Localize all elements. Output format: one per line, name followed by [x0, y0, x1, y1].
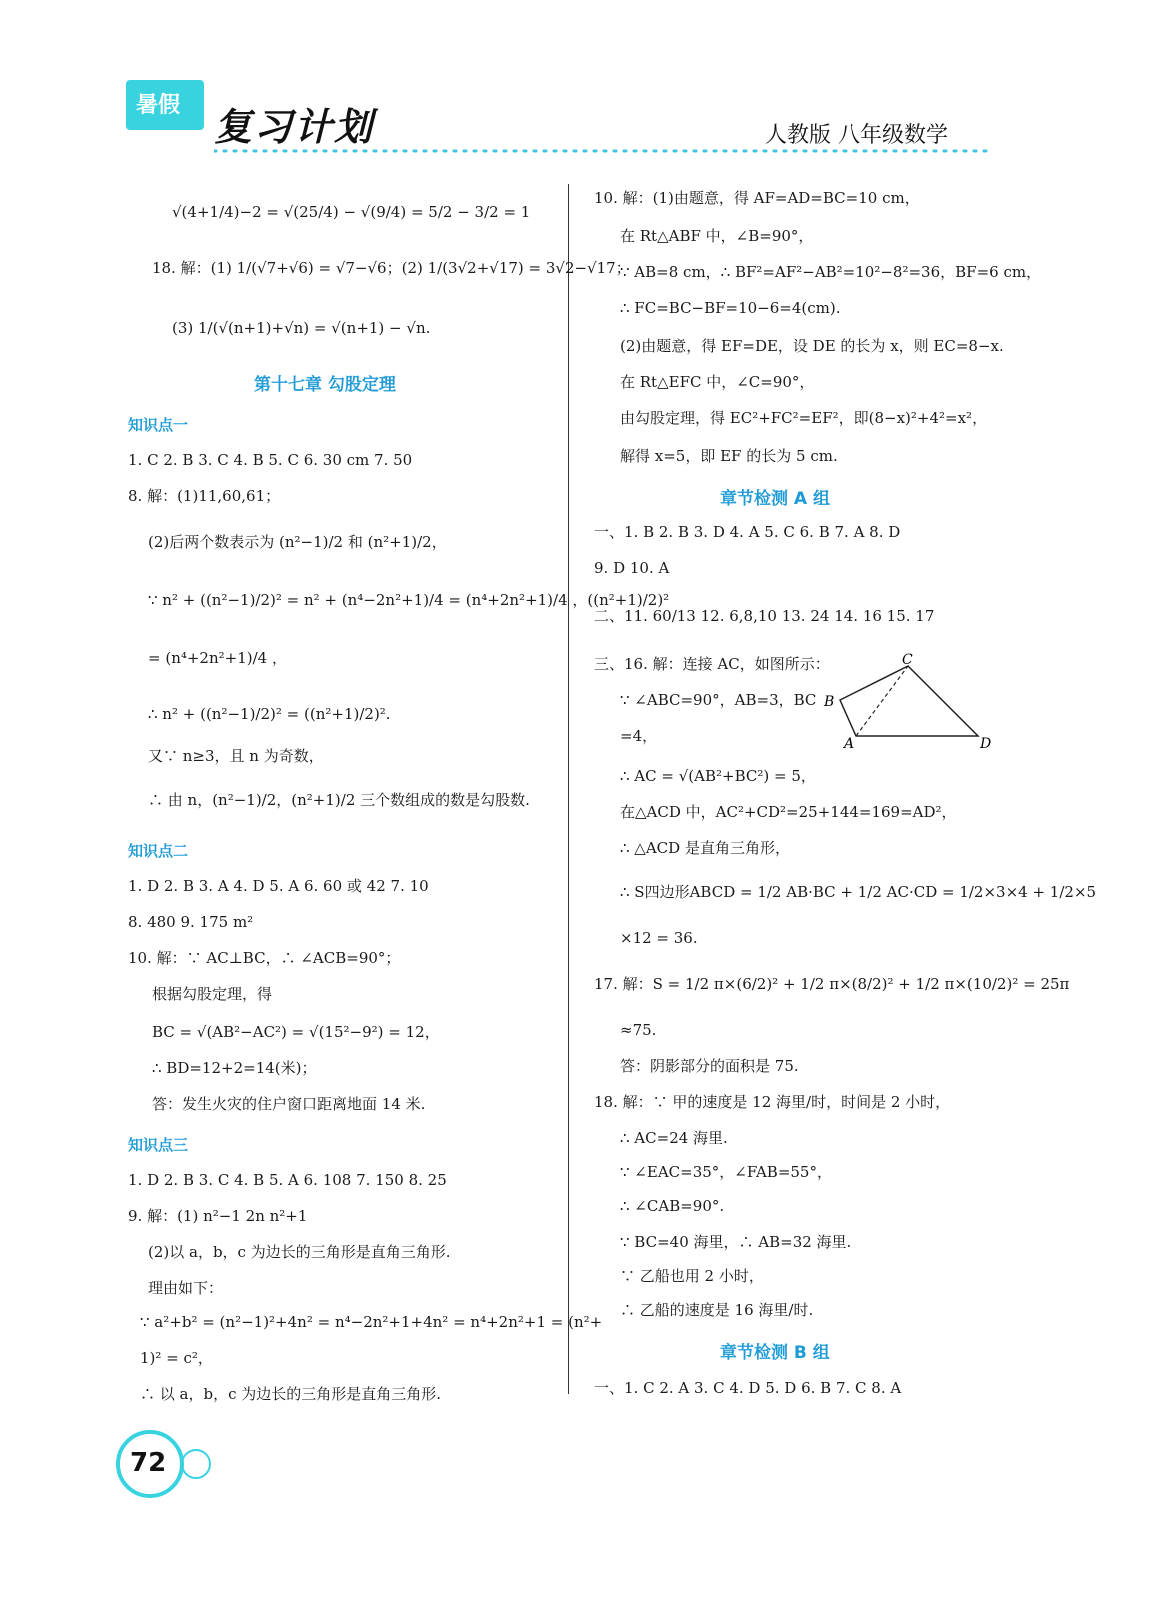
- answer-line: ∴ 由 n，(n²−1)/2，(n²+1)/2 三个数组成的数是勾股数.: [148, 791, 530, 809]
- knowledge-point-heading: 知识点二: [128, 842, 189, 860]
- answer-line: 9. D 10. A: [594, 559, 670, 577]
- chapter-heading: 第十七章 勾股定理: [254, 375, 396, 395]
- answer-line: ∴ 以 a，b，c 为边长的三角形是直角三角形.: [140, 1385, 442, 1403]
- section-heading: 章节检测 A 组: [720, 489, 830, 509]
- answer-line: ∴ n² + ((n²−1)/2)² = ((n²+1)/2)².: [148, 705, 391, 723]
- answer-line: 8. 解：(1)11,60,61；: [128, 487, 281, 505]
- answer-line: (2)以 a，b，c 为边长的三角形是直角三角形.: [148, 1243, 451, 1261]
- answer-line: 在 Rt△EFC 中，∠C=90°，: [620, 373, 815, 391]
- answer-line: ∵ ∠ABC=90°，AB=3，BC: [620, 691, 817, 709]
- answer-line: 二、11. 60/13 12. 6,8,10 13. 24 14. 16 15. 17: [594, 607, 935, 625]
- answer-line: (2)由题意，得 EF=DE，设 DE 的长为 x，则 EC=8−x.: [620, 337, 1004, 355]
- answer-line: 答：阴影部分的面积是 75.: [620, 1057, 799, 1075]
- answer-line: 1. D 2. B 3. C 4. B 5. A 6. 108 7. 150 8. 25: [128, 1171, 447, 1189]
- knowledge-point-heading: 知识点一: [128, 416, 189, 434]
- answer-line: √(4+1/4)−2 = √(25/4) − √(9/4) = 5/2 − 3/2 = 1: [172, 203, 531, 221]
- quadrilateral-figure: [820, 652, 1000, 752]
- vertex-label-d: D: [980, 736, 992, 752]
- answer-line: 17. 解：S = 1/2 π×(6/2)² + 1/2 π×(8/2)² + 1/2 π×(10/2)² = 25π: [594, 975, 1070, 993]
- answer-line: ∴ S四边形ABCD = 1/2 AB·BC + 1/2 AC·CD = 1/2×3×4 + 1/2×5: [620, 883, 1097, 901]
- answer-line: 答：发生火灾的住户窗口距离地面 14 米.: [152, 1095, 426, 1113]
- answer-line: 9. 解：(1) n²−1 2n n²+1: [128, 1207, 308, 1225]
- answer-line: ∵ AB=8 cm，∴ BF²=AF²−AB²=10²−8²=36，BF=6 cm，: [620, 263, 1042, 281]
- answer-line: 10. 解：(1)由题意，得 AF=AD=BC=10 cm，: [594, 189, 920, 207]
- answer-line: ∴ AC=24 海里.: [620, 1129, 728, 1147]
- answer-line: ∵ BC=40 海里，∴ AB=32 海里.: [620, 1233, 852, 1251]
- answer-line: 1. D 2. B 3. A 4. D 5. A 6. 60 或 42 7. 10: [128, 877, 429, 895]
- badge-label: 暑假: [136, 93, 181, 118]
- answer-line: ∵ a²+b² = (n²−1)²+4n² = n⁴−2n²+1+4n² = n⁴+2n²+1 = (n²+: [140, 1313, 603, 1331]
- column-divider: [568, 184, 569, 1394]
- answer-line: 18. 解：(1) 1/(√7+√6) = √7−√6；(2) 1/(3√2+√17) = 3√2−√17；: [152, 259, 631, 277]
- answer-line: ∴ ∠CAB=90°.: [620, 1197, 725, 1215]
- answer-line: 解得 x=5，即 EF 的长为 5 cm.: [620, 447, 838, 465]
- vertex-label-b: B: [824, 694, 835, 710]
- answer-line: 一、1. C 2. A 3. C 4. D 5. D 6. B 7. C 8. A: [594, 1379, 902, 1397]
- answer-line: 1. C 2. B 3. C 4. B 5. C 6. 30 cm 7. 50: [128, 451, 413, 469]
- answer-line: (3) 1/(√(n+1)+√n) = √(n+1) − √n.: [172, 319, 431, 337]
- answer-line: 一、1. B 2. B 3. D 4. A 5. C 6. B 7. A 8. D: [594, 523, 901, 541]
- answer-line: ∵ ∠EAC=35°，∠FAB=55°，: [620, 1163, 832, 1181]
- answer-line: ∴ △ACD 是直角三角形，: [620, 839, 790, 857]
- answer-line: 由勾股定理，得 EC²+FC²=EF²，即(8−x)²+4²=x²，: [620, 409, 988, 427]
- answer-line: 在 Rt△ABF 中，∠B=90°，: [620, 227, 814, 245]
- answer-line: 18. 解：∵ 甲的速度是 12 海里/时，时间是 2 小时，: [594, 1093, 951, 1111]
- answer-line: 1)² = c²，: [140, 1349, 213, 1367]
- answer-line: ∵ 乙船也用 2 小时，: [620, 1267, 764, 1285]
- answer-line: =4，: [620, 727, 658, 745]
- answer-line: ∴ 乙船的速度是 16 海里/时.: [620, 1301, 814, 1319]
- answer-line: 8. 480 9. 175 m²: [128, 913, 254, 931]
- answer-line: ≈75.: [620, 1021, 657, 1039]
- vertex-label-c: C: [902, 652, 913, 668]
- answer-line: 在△ACD 中，AC²+CD²=25+144=169=AD²，: [620, 803, 957, 821]
- answer-line: = (n⁴+2n²+1)/4 ，: [148, 649, 287, 667]
- answer-line: ∵ n² + ((n²−1)/2)² = n² + (n⁴−2n²+1)/4 = (n⁴+2n²+1)/4 ，((n²+1)/2)²: [148, 591, 670, 609]
- answer-line: (2)后两个数表示为 (n²−1)/2 和 (n²+1)/2，: [148, 533, 447, 551]
- answer-line: ∴ AC = √(AB²+BC²) = 5，: [620, 767, 816, 785]
- answer-line: ×12 = 36.: [620, 929, 698, 947]
- vertex-label-a: A: [844, 736, 855, 752]
- answer-line: 根据勾股定理，得: [152, 985, 273, 1003]
- answer-line: 10. 解：∵ AC⊥BC，∴ ∠ACB=90°；: [128, 949, 401, 967]
- knowledge-point-heading: 知识点三: [128, 1136, 189, 1154]
- answer-line: BC = √(AB²−AC²) = √(15²−9²) = 12，: [152, 1023, 440, 1041]
- answer-line: 理由如下：: [148, 1279, 224, 1297]
- answer-line: ∴ BD=12+2=14(米)；: [152, 1059, 317, 1077]
- answer-line: 又∵ n≥3，且 n 为奇数，: [148, 747, 324, 765]
- section-heading: 章节检测 B 组: [720, 1343, 830, 1363]
- edition-label: 人教版 八年级数学: [765, 123, 948, 148]
- dotted-rule: [214, 146, 996, 156]
- answer-line: 三、16. 解：连接 AC，如图所示：: [594, 655, 830, 673]
- book-title: 复习计划: [214, 105, 375, 149]
- answer-line: ∴ FC=BC−BF=10−6=4(cm).: [620, 299, 841, 317]
- page-number: 72: [130, 1448, 167, 1478]
